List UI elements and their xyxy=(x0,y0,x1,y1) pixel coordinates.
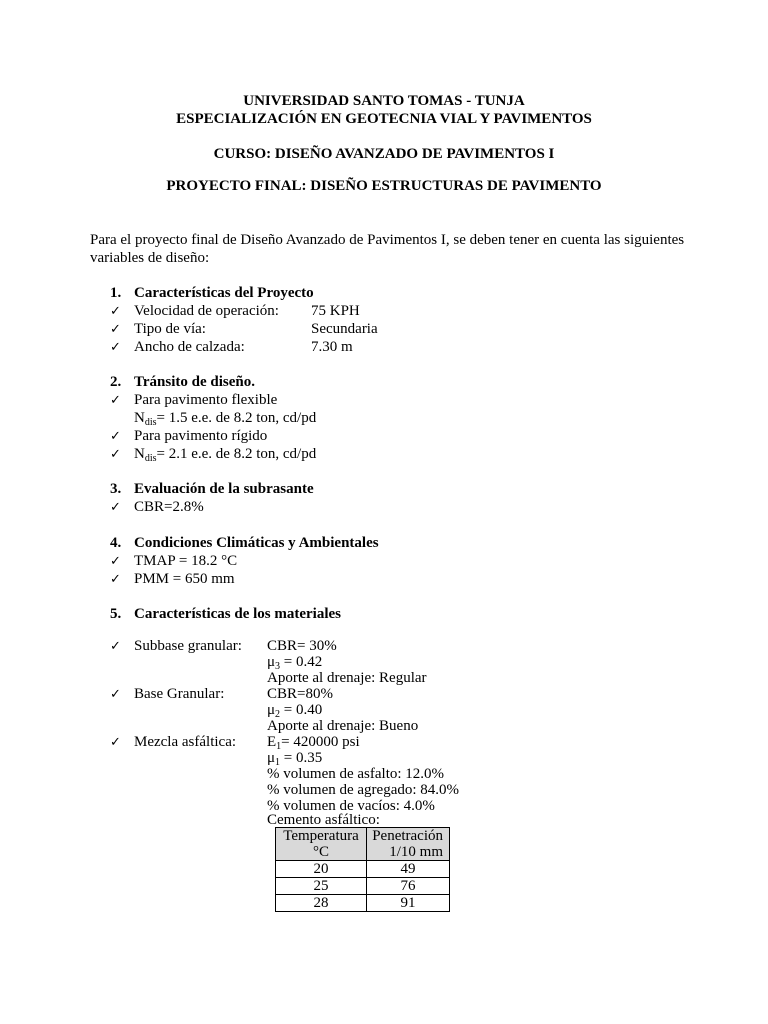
checkmark-icon: ✓ xyxy=(110,447,121,462)
base-drainage: Aporte al drenaje: Bueno xyxy=(267,718,419,734)
penetration-table xyxy=(275,827,450,912)
section-number: 1. xyxy=(110,285,122,301)
intro-line-2: variables de diseño: xyxy=(90,250,210,266)
item-label: Velocidad de operación: xyxy=(134,303,279,319)
flexible-ndis: $N_{dis}= 1.5$ e.e. de 8.2 ton, cd/pd xyxy=(134,410,317,428)
base-label: Base Granular: xyxy=(134,686,225,702)
table-cell: 28 xyxy=(276,895,367,912)
table-cell: 76 xyxy=(367,878,450,895)
penetration-header: Penetración 1/10 mm xyxy=(367,828,450,861)
table-header-row xyxy=(276,828,450,861)
item-label: Tipo de vía: xyxy=(134,321,206,337)
table-cell: 20 xyxy=(276,861,367,878)
intro-line-1: Para el proyecto final de Diseño Avanzado de Pavimentos I, se deben tener en cuenta las siguientes xyxy=(90,232,685,248)
table-row xyxy=(276,895,450,912)
pmm-value: PMM = 650 mm xyxy=(134,571,235,587)
mix-modulus: $E_1= 420000$ psi xyxy=(267,734,360,752)
subbase-cbr: CBR= 30% xyxy=(267,638,337,654)
checkmark-icon: ✓ xyxy=(110,572,121,587)
mix-aggregate-volume: % volumen de agregado: 84.0% xyxy=(267,782,460,798)
checkmark-icon: ✓ xyxy=(110,735,121,750)
subgrade-cbr: CBR=2.8% xyxy=(134,499,204,515)
section-title: Características de los materiales xyxy=(134,606,342,622)
section-number: 3. xyxy=(110,481,122,497)
subbase-drainage: Aporte al drenaje: Regular xyxy=(267,670,427,686)
section-title: Evaluación de la subrasante xyxy=(134,481,314,497)
checkmark-icon: ✓ xyxy=(110,393,121,408)
section-number: 4. xyxy=(110,535,122,551)
mix-label: Mezcla asfáltica: xyxy=(134,734,237,750)
item-value: 7.30 m xyxy=(311,339,353,355)
checkmark-icon: ✓ xyxy=(110,554,121,569)
subbase-label: Subbase granular: xyxy=(134,638,242,654)
mix-asphalt-volume: % volumen de asfalto: 12.0% xyxy=(267,766,445,782)
table-row xyxy=(276,878,450,895)
mix-voids-volume: % volumen de vacíos: 4.0% xyxy=(267,798,435,814)
table-cell: 91 xyxy=(367,895,450,912)
tmap-value: TMAP = 18.2 °C xyxy=(134,553,238,569)
checkmark-icon: ✓ xyxy=(110,687,121,702)
flexible-pavement-label: Para pavimento flexible xyxy=(134,392,278,408)
checkmark-icon: ✓ xyxy=(110,429,121,444)
base-mu: $\mu_2 = 0.40$ xyxy=(267,702,323,720)
asphalt-cement-label: Cemento asfáltico: xyxy=(267,812,380,828)
item-value: 75 KPH xyxy=(311,303,360,319)
checkmark-icon: ✓ xyxy=(110,639,121,654)
base-cbr: CBR=80% xyxy=(267,686,333,702)
rigid-ndis: $N_{dis}= 2.1$ e.e. de 8.2 ton, cd/pd xyxy=(134,446,317,464)
checkmark-icon: ✓ xyxy=(110,322,121,337)
section-number: 2. xyxy=(110,374,122,390)
mix-mu: $\mu_1 = 0.35$ xyxy=(267,750,323,768)
project-title: PROYECTO FINAL: DISEÑO ESTRUCTURAS DE PAVIMENTO xyxy=(166,178,602,194)
section-title: Condiciones Climáticas y Ambientales xyxy=(134,535,379,551)
checkmark-icon: ✓ xyxy=(110,304,121,319)
table-row xyxy=(276,861,450,878)
section-title: Tránsito de diseño. xyxy=(134,374,255,390)
section-number: 5. xyxy=(110,606,122,622)
university-title: UNIVERSIDAD SANTO TOMAS - TUNJA xyxy=(243,93,525,109)
item-label: Ancho de calzada: xyxy=(134,339,245,355)
temperature-header: Temperatura °C xyxy=(276,828,367,861)
course-title: CURSO: DISEÑO AVANZADO DE PAVIMENTOS I xyxy=(213,146,555,162)
checkmark-icon: ✓ xyxy=(110,500,121,515)
checkmark-icon: ✓ xyxy=(110,340,121,355)
section-title: Características del Proyecto xyxy=(134,285,314,301)
table-cell: 49 xyxy=(367,861,450,878)
item-value: Secundaria xyxy=(311,321,378,337)
table-cell: 25 xyxy=(276,878,367,895)
subbase-mu: $\mu_3 = 0.42$ xyxy=(267,654,323,672)
program-title: ESPECIALIZACIÓN EN GEOTECNIA VIAL Y PAVIMENTOS xyxy=(176,111,592,127)
rigid-pavement-label: Para pavimento rígido xyxy=(134,428,268,444)
